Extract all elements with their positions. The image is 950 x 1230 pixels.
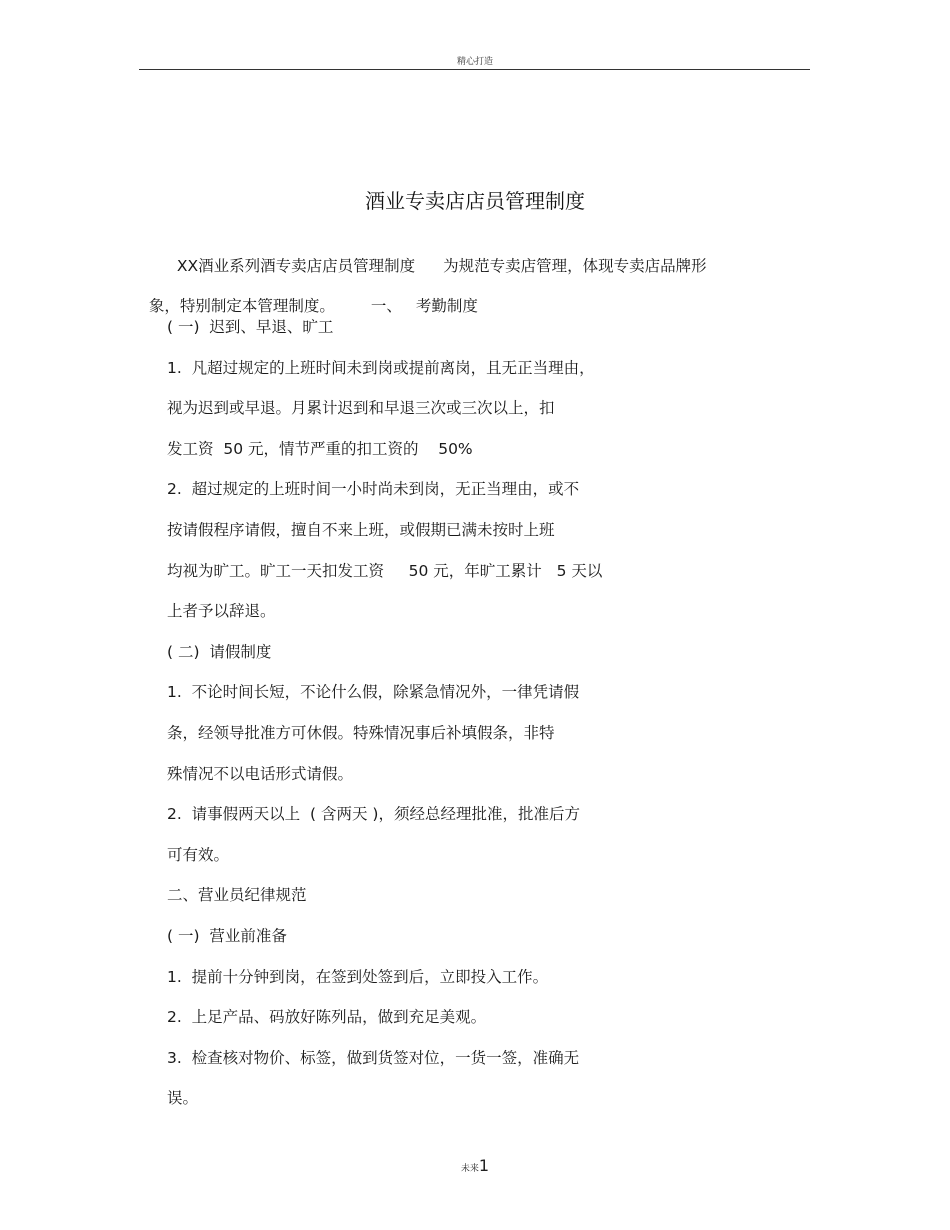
intro-text-b: 为规范专卖店管理，体现专卖店品牌形	[443, 257, 707, 275]
body-line: ( 一) 迟到、早退、旷工	[167, 318, 334, 336]
body-line: 3. 检查核对物价、标签，做到货签对位，一货一签，准确无	[167, 1049, 580, 1067]
body-line: 误。	[167, 1089, 199, 1107]
page-header-text: 精心打造	[456, 57, 493, 67]
document-title: 酒业专卖店店员管理制度	[365, 189, 585, 213]
header-rule	[139, 69, 810, 70]
body-line: 2. 上足产品、码放好陈列品，做到充足美观。	[167, 1008, 487, 1026]
page-footer	[0, 1156, 950, 1175]
body-line: 二、营业员纪律规范	[167, 886, 307, 904]
intro-line-2	[139, 276, 478, 316]
page-number: 1	[478, 1156, 490, 1175]
body-line: 1. 凡超过规定的上班时间未到岗或提前离岗，且无正当理由，	[167, 359, 595, 377]
body-line: 1. 不论时间长短，不论什么假，除紧急情况外，一律凭请假	[167, 683, 580, 701]
body-line: 1. 提前十分钟到岗，在签到处签到后，立即投入工作。	[167, 968, 549, 986]
body-line: 殊情况不以电话形式请假。	[167, 765, 354, 783]
body-line: 2. 超过规定的上班时间一小时尚未到岗，无正当理由，或不	[167, 480, 580, 498]
section-number: 一、	[370, 297, 402, 315]
body-line: 视为迟到或早退。月累计迟到和早退三次或三次以上，扣	[167, 399, 555, 417]
body-line: 按请假程序请假，擅自不来上班，或假期已满未按时上班	[167, 521, 555, 539]
body-line: 2. 请事假两天以上 ( 含两天 )，须经总经理批准，批准后方	[167, 805, 580, 823]
intro-line-1	[167, 236, 707, 276]
section-heading: 考勤制度	[415, 297, 478, 315]
body-line: 均视为旷工。旷工一天扣发工资 50 元，年旷工累计 5 天以	[167, 562, 603, 580]
body-line: 条，经领导批准方可休假。特殊情况事后补填假条，非特	[167, 724, 555, 742]
body-line: ( 一) 营业前准备	[167, 927, 287, 945]
body-line: 可有效。	[167, 846, 230, 864]
body-line: 发工资 50 元，情节严重的扣工资的 50%	[167, 440, 473, 458]
intro-text-a: XX酒业系列酒专卖店店员管理制度	[176, 257, 416, 275]
footer-text: 未来	[460, 1164, 479, 1174]
body-line: 上者予以辞退。	[167, 602, 276, 620]
body-line: ( 二) 请假制度	[167, 643, 272, 661]
intro-text-c: 象，特别制定本管理制度。	[148, 297, 335, 315]
